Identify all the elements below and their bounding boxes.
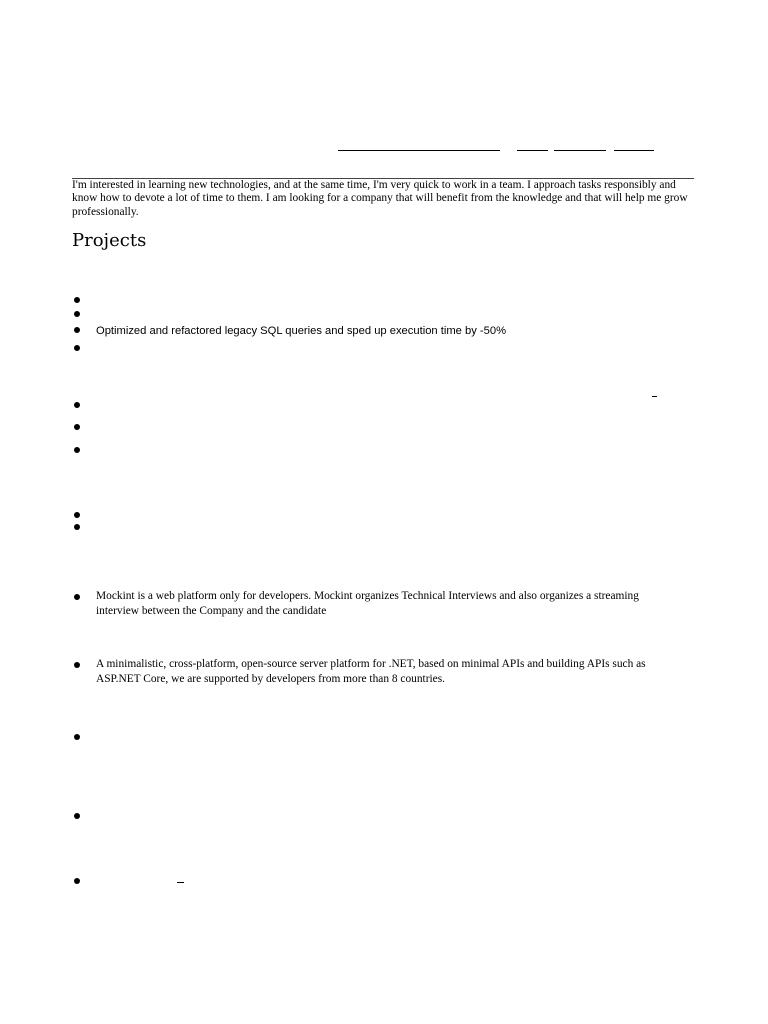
bullet-sql-text: Optimized and refactored legacy SQL queries and sped up execution time by -50% [96,325,507,337]
dash-mark-1 [652,396,657,397]
header-field-line-2 [517,150,548,151]
bullet-12 [74,734,80,740]
bullet-13 [74,813,80,819]
bullet-6 [74,424,80,430]
header-field-line-4 [614,150,654,151]
bullet-11 [74,662,80,668]
bullet-mockint-text: Mockint is a web platform only for developers. Mockint organizes Technical Interviews and also organizes a streaming interview between the Company and the candidate [96,590,639,617]
dash-mark-2 [177,882,184,883]
header-field-line-1 [338,150,500,151]
bullet-10 [74,594,80,600]
bullet-2 [74,311,80,317]
bullet-9 [74,524,80,530]
bullet-7 [74,447,80,453]
projects-heading: Projects [72,230,147,251]
bullet-14 [74,878,80,884]
summary-paragraph: I'm interested in learning new technologies, and at the same time, I'm very quick to work in a team. I approach tasks responsibly and know how to devote a lot of time to them. I am looking for a company that will benefit from the knowledge and that will help me grow professionally. [72,179,688,218]
bullet-3 [74,327,80,333]
header-field-line-3 [554,150,606,151]
bullet-5 [74,402,80,408]
bullet-4 [74,345,80,351]
bullet-platform-text: A minimalistic, cross-platform, open-source server platform for .NET, based on minimal APIs and building APIs such as ASP.NET Core, we are supported by developers from more than 8 countries. [96,658,646,685]
bullet-8 [74,512,80,518]
bullet-1 [74,297,80,303]
